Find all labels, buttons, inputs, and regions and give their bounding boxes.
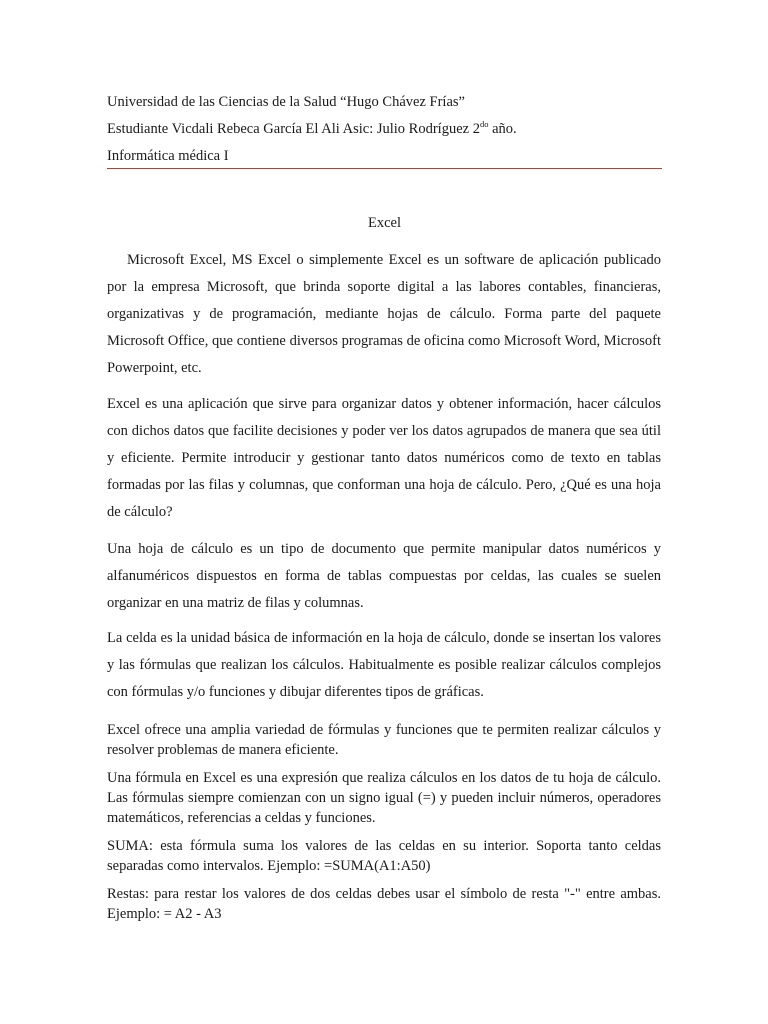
paragraph-restas: Restas: para restar los valores de dos celdas debes usar el símbolo de resta "-" entre ambas. Ejemplo: = A2 - A3 <box>107 886 661 922</box>
paragraph-formulas-intro: Excel ofrece una amplia variedad de fórmulas y funciones que te permiten realizar cálculos y resolver problemas de manera eficiente. <box>107 722 661 758</box>
paragraph-suma: SUMA: esta fórmula suma los valores de las celdas en su interior. Soporta tanto celdas separadas como intervalos. Ejemplo: =SUMA(A1:A50) <box>107 838 661 874</box>
document-header <box>107 89 662 170</box>
student-line <box>107 116 662 143</box>
ordinal-superscript: do <box>479 119 489 129</box>
paragraph-spreadsheet: Una hoja de cálculo es un tipo de documento que permite manipular datos numéricos y alfanuméricos dispuestos en forma de tablas compuestas por celdas, las cuales se suelen organizar en una matriz de filas y columnas. <box>107 541 661 611</box>
paragraph-cell: La celda es la unidad básica de información en la hoja de cálculo, donde se insertan los valores y las fórmulas que realizan los cálculos. Habitualmente es posible realizar cálculos complejos con fórmulas y/o funciones y dibujar diferentes tipos de gráficas. <box>107 630 661 700</box>
document-title: Excel <box>367 215 401 231</box>
header-divider <box>107 168 662 169</box>
student-line-end: año. <box>488 121 517 137</box>
paragraph-intro: Microsoft Excel, MS Excel o simplemente Excel es un software de aplicación publicado por la empresa Microsoft, que brinda soporte digital a las labores contables, financieras, organizativas y de programación, mediante hojas de cálculo. Forma parte del paquete Microsoft Office, que contiene diversos programas de oficina como Microsoft Word, Microsoft Powerpoint, etc. <box>107 252 661 376</box>
course-name: Informática médica I <box>107 148 229 164</box>
paragraph-what-is-excel: Excel es una aplicación que sirve para organizar datos y obtener información, hacer cálculos con dichos datos que facilite decisiones y poder ver los datos agrupados de manera que sea útil y eficiente. Permite introducir y gestionar tanto datos numéricos como de texto en tablas formadas por las filas y columnas, que conforman una hoja de cálculo. Pero, ¿Qué es una hoja de cálculo? <box>107 396 661 520</box>
paragraph-formula-definition: Una fórmula en Excel es una expresión que realiza cálculos en los datos de tu hoja de cálculo. Las fórmulas siempre comienzan con un signo igual (=) y pueden incluir números, operadores matemáticos, referencias a celdas y funciones. <box>107 770 661 826</box>
university-name: Universidad de las Ciencias de la Salud “Hugo Chávez Frías” <box>107 94 465 110</box>
student-line-text: Estudiante Vicdali Rebeca García El Ali Asic: Julio Rodríguez 2 <box>107 121 480 137</box>
